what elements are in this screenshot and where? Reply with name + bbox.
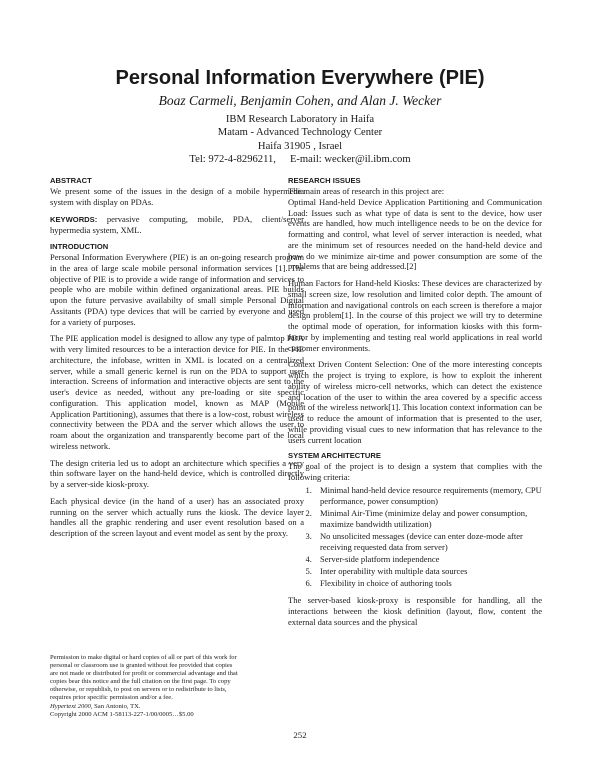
criteria-item: 4. Server-side platform independence xyxy=(314,554,542,565)
intro-paragraph-3: The design criteria led us to adopt an architecture which specifies a very thin software layer on the hand-held device, which is controlled directly by a server-side kiosk-proxy. xyxy=(50,457,304,489)
affiliation-contact xyxy=(0,153,600,166)
affiliation-campus: Matam - Advanced Technology Center xyxy=(217,127,383,139)
copyright-line: copies bear this notice and the full citation on the first page. To copy xyxy=(50,678,231,686)
copyright-notice xyxy=(50,654,290,719)
research-paragraph-2: Human Factors for Hand-held Kiosks: These devices are characterized by small screen size, low resolution and limited color depth. The amount of information and navigational controls on each screen is therefore a major design problem[1]. In the course of this project we will try to determine the optimal mode of operation, for information kiosks with this form-factor by implementing and testing real world applications in real world customer environments. xyxy=(288,278,542,353)
affiliation-city: Haifa 31905 , Israel xyxy=(257,140,343,152)
copyright-location: San Antonio, TX. xyxy=(94,702,141,710)
intro-paragraph-1: Personal Information Everywhere (PIE) is an on-going research program in the area of large scale mobile personal information services [1]. The objective of PIE is to provide a wide range of information and services to people who are mobile within defined organizational areas. PIE builds upon the future pervasive availabilty of small simple Personal Digital Assitants (PDA) type devices that will be carried by everyone and used for a variety of purposes. xyxy=(50,252,304,327)
paper-title: Personal Information Everywhere (PIE) xyxy=(115,67,485,89)
criteria-item: 5. Inter operability with multiple data sources xyxy=(314,566,542,577)
affiliation-tel: Tel: 972-4-8296211, xyxy=(189,154,276,166)
copyright-line: requires prior specific permission and/or a fee. xyxy=(50,694,173,702)
research-intro: The main areas of research in this project are: xyxy=(288,186,445,196)
copyright-line: personal or classroom use is granted without fee provided that copies xyxy=(50,662,233,670)
criteria-item: 6. Flexibility in choice of authoring tools xyxy=(314,578,542,589)
architecture-closing: The server-based kiosk-proxy is responsible for handling, all the interactions between the kiosk definition (layout, flow, content the external data sources and the physical xyxy=(288,595,542,627)
copyright-venue: Hypertext 2000, xyxy=(50,702,93,710)
intro-paragraph-4: Each physical device (in the hand of a user) has an associated proxy running on the server which actually runs the kiosk. The device layer handles all the graphic rendering and user event resolution based on a description of the screen layout and event model as sent by the proxy. xyxy=(50,495,304,538)
paper-authors: Boaz Carmeli, Benjamin Cohen, and Alan J. Wecker xyxy=(158,93,442,108)
copyright-venue-line xyxy=(50,703,290,711)
architecture-intro: The goal of the project is to design a system that complies with the following criteria: xyxy=(288,461,542,482)
copyright-line: otherwise, or republish, to post on servers or to redistribute to lists, xyxy=(50,686,227,694)
introduction-heading: INTRODUCTION xyxy=(50,242,109,251)
criteria-item: 2. Minimal Air-Time (minimize delay and power consumption, maximize bandwidth utilization) xyxy=(314,508,542,530)
research-issues-heading: RESEARCH ISSUES xyxy=(288,176,361,185)
research-paragraph-3: Context Driven Content Selection: One of the more interesting concepts which the project is trying to explore, is how to exploit the inherent ability of wireless micro-cell networks, which can detect the existence and location of the user to within the area covered by a specific access point of the wireless network[1]. This location context information can be used to reduce the amount of information that is presented to the user, while providing visual cues to new information that has relevance to the users current location xyxy=(288,359,542,445)
abstract-heading: ABSTRACT xyxy=(50,176,92,185)
keywords-label: KEYWORDS: xyxy=(50,214,98,224)
keywords-paragraph xyxy=(50,214,304,237)
author-affiliation xyxy=(0,113,600,167)
affiliation-email: E-mail: wecker@il.ibm.com xyxy=(289,154,411,166)
affiliation-lab: IBM Research Laboratory in Haifa xyxy=(225,114,375,125)
abstract-text: We present some of the issues in the design of a mobile hypermedia system with display on PDAs. xyxy=(50,186,304,207)
copyright-line: are not made or distributed for profit or commercial advantage and that xyxy=(50,670,238,678)
research-paragraph-1: Optimal Hand-held Device Application Partitioning and Communication Load: Issues such as what type of data is sent to the device, how user events are handled, how much intelligence needs to be on the device for formatting and control, what level of server interaction is needed, what are the minimum set of resources needed on the hand-held device and how do we minimize air-time and power consumption are some of the problems that are being addressed.[2] xyxy=(288,196,542,272)
system-architecture-heading: SYSTEM ARCHITECTURE xyxy=(288,451,381,461)
keywords-text: pervasive computing, mobile, PDA, client/server hypermedia system, XML. xyxy=(50,213,304,236)
criteria-item: 1. Minimal hand-held device resource requirements (memory, CPU performance, power consumption) xyxy=(314,485,542,507)
intro-paragraph-2: The PIE application model is designed to allow any type of palmtop PDA with very limited resources to be a interaction device for PIE. In the PIE architecture, the infobase, written in XML is located on a centralized server, while a small generic kernel is run on the PDA to support user interaction. Screens of information and interactive objects are sent to the user's device as needed, without any pre-loading or site specific configuration. This application model, known as MAP (Mobile Application Partitioning), assumes that there is a low-cost, robust wireless connectivity between the PDA and the server which allows the user to roam about the organization and transparently become part of the local wireless network. xyxy=(50,333,304,451)
criteria-list xyxy=(288,485,542,589)
page-number: 252 xyxy=(293,730,307,740)
left-column xyxy=(50,176,304,545)
right-column xyxy=(288,176,542,633)
copyright-line: Copyright 2000 ACM 1-58113-227-1/00/0005…$5.00 xyxy=(50,710,194,718)
criteria-item: 3. No unsolicited messages (device can enter doze-mode after receiving requested data from server) xyxy=(314,531,542,553)
copyright-line: Permission to make digital or hard copies of all or part of this work for xyxy=(50,654,237,661)
